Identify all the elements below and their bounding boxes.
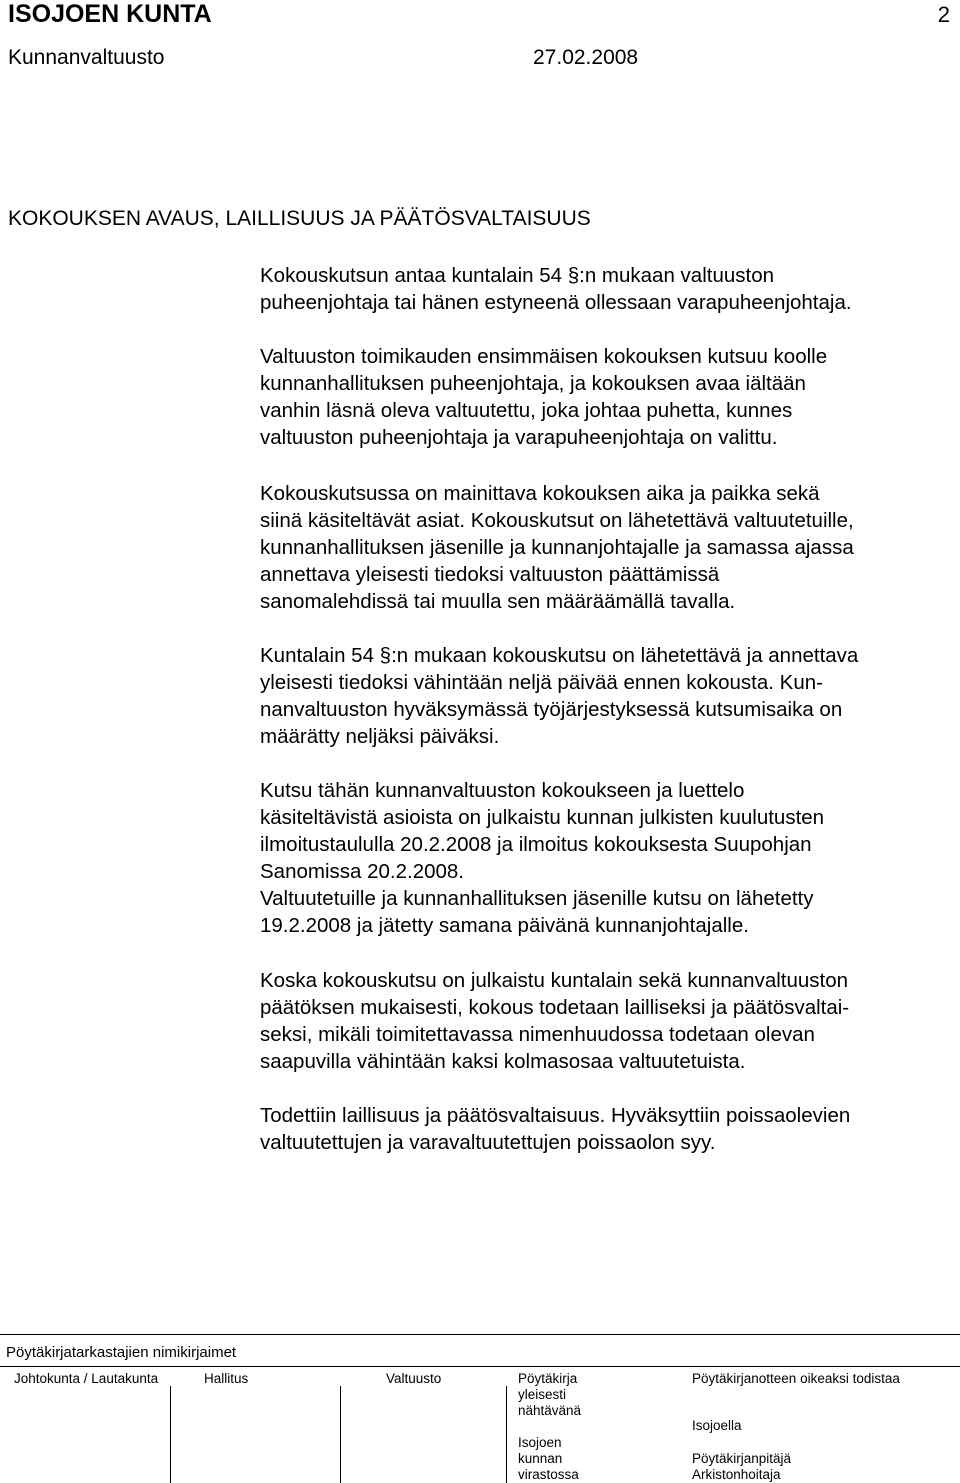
footer-col-body: Johtokunta / Lautakunta [14,1371,159,1386]
paragraph-line: Valtuuston toimikauden ensimmäisen kokouksen kutsuu koolle [260,345,828,368]
minutes-public-line3: nähtävänä [518,1403,582,1418]
paragraph-line: saapuvilla vähintään kaksi kolmasosaa valtuutetuista. [260,1050,746,1073]
office-line1: Isojoen [518,1435,562,1450]
paragraph-line: ilmoitustaululla 20.2.2008 ja ilmoitus kokouksesta Suupohjan [260,833,812,856]
place-label: Isojoella [692,1418,742,1433]
paragraph-line: käsiteltävistä asioista on julkaistu kunnan julkisten kuulutusten [260,806,825,829]
paragraph-line: Sanomissa 20.2.2008. [260,860,464,883]
footer-col-board: Hallitus [204,1371,249,1386]
paragraph-line: kunnanhallituksen jäsenille ja kunnanjohtajalle ja samassa ajassa [260,536,854,559]
signatures-label: Pöytäkirjatarkastajien nimikirjaimet [6,1344,237,1361]
paragraph-line: päätöksen mukaisesti, kokous todetaan lailliseksi ja päätösvaltai- [260,996,850,1019]
paragraph-7 [260,1102,950,1156]
paragraph-4 [260,642,950,750]
page-number: 2 [937,2,950,27]
paragraph-6 [260,967,950,1075]
paragraph-1 [260,262,950,316]
footer-top-rule [0,1334,960,1335]
paragraph-3 [260,480,950,615]
paragraph-line: sanomalehdissä tai muulla sen määräämällä tavalla. [260,590,736,613]
paragraph-line: määrätty neljäksi päiväksi. [260,725,500,748]
minutes-public-line1: Pöytäkirja [518,1371,578,1386]
footer-divider-2 [340,1386,341,1483]
paragraph-line: vanhin läsnä oleva valtuutettu, joka johtaa puhetta, kunnes [260,399,793,422]
office-line2: kunnan [518,1451,563,1466]
paragraph-line: Kutsu tähän kunnanvaltuuston kokoukseen ja luettelo [260,779,745,802]
paragraph-line: yleisesti tiedoksi vähintään neljä päivää ennen kokousta. Kun- [260,671,823,694]
paragraph-5 [260,777,950,939]
meeting-date: 27.02.2008 [533,46,639,69]
meeting-body: Kunnanvaltuusto [8,46,165,69]
organization-name: ISOJOEN KUNTA [8,0,212,28]
footer-divider-1 [170,1386,171,1483]
paragraph-2 [260,343,950,451]
paragraph-line: Valtuutetuille ja kunnanhallituksen jäsenille kutsu on lähetetty [260,887,814,910]
footer-divider-3 [506,1386,507,1483]
office-line3: virastossa [518,1467,579,1482]
keeper-line1: Pöytäkirjanpitäjä [692,1451,792,1466]
certified-label: Pöytäkirjanotteen oikeaksi todistaa [692,1371,900,1386]
paragraph-line: Kokouskutsussa on mainittava kokouksen aika ja paikka sekä [260,482,820,505]
paragraph-line: kunnanhallituksen puheenjohtaja, ja kokouksen avaa iältään [260,372,806,395]
paragraph-line: nanvaltuuston hyväksymässä työjärjestyksessä kutsumisaika on [260,698,843,721]
paragraph-line: annettava yleisesti tiedoksi valtuuston päättämissä [260,563,720,586]
paragraph-line: valtuuston puheenjohtaja ja varapuheenjohtaja on valittu. [260,426,778,449]
paragraph-line: seksi, mikäli toimitettavassa nimenhuudossa todetaan olevan [260,1023,815,1046]
keeper-line2: Arkistonhoitaja [692,1467,781,1482]
paragraph-line: siinä käsiteltävät asiat. Kokouskutsut on lähetettävä valtuutetuille, [260,509,854,532]
section-heading: KOKOUKSEN AVAUS, LAILLISUUS JA PÄÄTÖSVALTAISUUS [8,207,591,230]
paragraph-line: Koska kokouskutsu on julkaistu kuntalain sekä kunnanvaltuuston [260,969,849,992]
paragraph-line: Todettiin laillisuus ja päätösvaltaisuus. Hyväksyttiin poissaolevien [260,1104,851,1127]
footer-col-council: Valtuusto [386,1371,442,1386]
paragraph-line: puheenjohtaja tai hänen estyneenä ollessaan varapuheenjohtaja. [260,291,852,314]
paragraph-line: Kokouskutsun antaa kuntalain 54 §:n mukaan valtuuston [260,264,774,287]
paragraph-line: 19.2.2008 ja jätetty samana päivänä kunnanjohtajalle. [260,914,749,937]
minutes-public-line2: yleisesti [518,1387,567,1402]
paragraph-line: Kuntalain 54 §:n mukaan kokouskutsu on lähetettävä ja annettava [260,644,859,667]
paragraph-line: valtuutettujen ja varavaltuutettujen poissaolon syy. [260,1131,716,1154]
footer-divider [0,1366,960,1367]
